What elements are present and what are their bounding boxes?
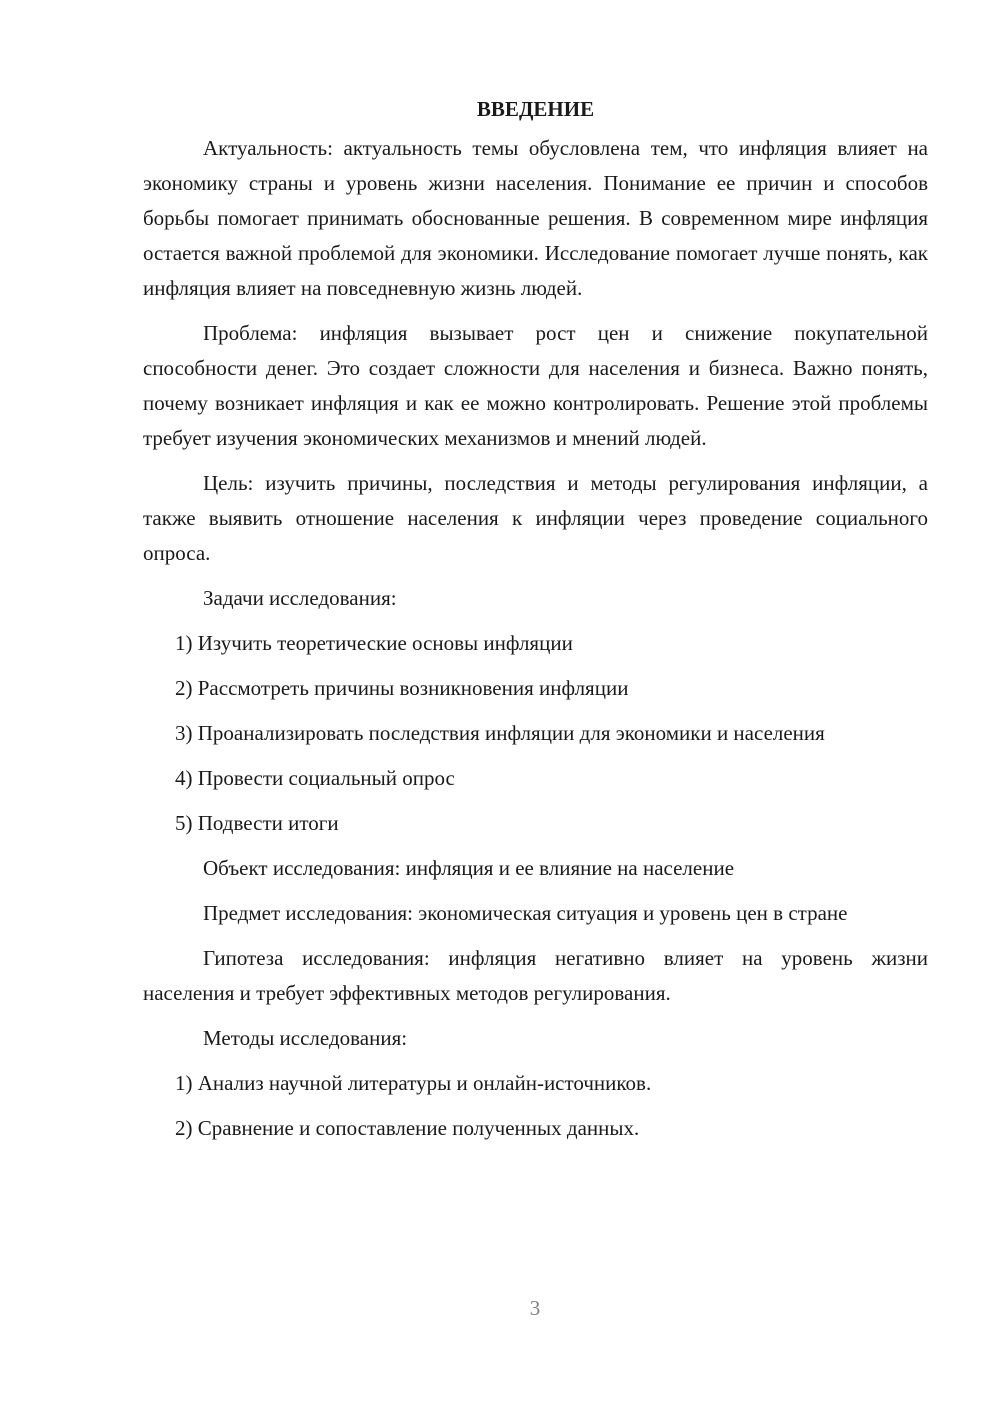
object-paragraph: Объект исследования: инфляция и ее влияние на население — [203, 856, 735, 880]
method-item-2: 2) Сравнение и сопоставление полученных данных. — [175, 1116, 640, 1140]
relevance-paragraph: Актуальность: актуальность темы обусловлена тем, что инфляция влияет на экономику страны и уровень жизни населения. Понимание ее причин и способов борьбы помогает принимать обоснованные решения. В современном мире инфляция остается важной проблемой для экономики. Исследование помогает лучше понять, как инфляция влияет на повседневную жизнь людей. — [143, 136, 928, 300]
methods-heading: Методы исследования: — [203, 1026, 408, 1050]
method-item-1: 1) Анализ научной литературы и онлайн-источников. — [175, 1071, 652, 1095]
task-item-3: 3) Проанализировать последствия инфляции для экономики и населения — [175, 721, 825, 745]
goal-paragraph: Цель: изучить причины, последствия и методы регулирования инфляции, а также выявить отношение населения к инфляции через проведение социального опроса. — [143, 471, 928, 565]
problem-paragraph: Проблема: инфляция вызывает рост цен и снижение покупательной способности денег. Это создает сложности для населения и бизнеса. Важно понять, почему возникает инфляция и как ее можно контролировать. Решение этой проблемы требует изучения экономических механизмов и мнений людей. — [143, 321, 928, 450]
task-item-4: 4) Провести социальный опрос — [175, 766, 455, 790]
document-title: ВВЕДЕНИЕ — [476, 97, 595, 121]
hypothesis-paragraph: Гипотеза исследования: инфляция негативно влияет на уровень жизни населения и требует эффективных методов регулирования. — [143, 946, 928, 1005]
task-item-5: 5) Подвести итоги — [175, 811, 339, 835]
subject-paragraph: Предмет исследования: экономическая ситуация и уровень цен в стране — [203, 901, 848, 925]
document-page — [143, 92, 928, 1156]
tasks-heading: Задачи исследования: — [203, 586, 397, 610]
task-item-1: 1) Изучить теоретические основы инфляции — [175, 631, 573, 655]
page-number: 3 — [529, 1296, 541, 1320]
task-item-2: 2) Рассмотреть причины возникновения инфляции — [175, 676, 629, 700]
